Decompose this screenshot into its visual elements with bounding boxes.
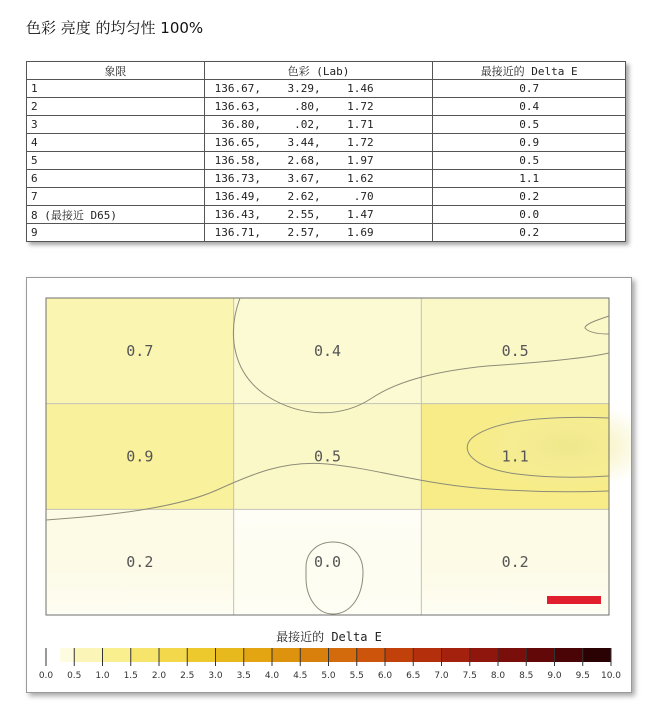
cell-quadrant: 7	[27, 188, 205, 206]
scale-swatch	[470, 648, 499, 662]
uniformity-table	[26, 61, 626, 242]
cell-lab: 36.80, .02, 1.71	[204, 116, 433, 134]
scale-swatch	[216, 648, 245, 662]
cell-quadrant: 8 (最接近 D65)	[27, 206, 205, 224]
header-lab: 色彩 (Lab)	[204, 62, 433, 80]
cell-value-label: 0.2	[501, 553, 529, 572]
scale-swatch	[526, 648, 555, 662]
scale-swatch	[329, 648, 358, 662]
cell-quadrant: 5	[27, 152, 205, 170]
cell-lab: 136.63, .80, 1.72	[204, 98, 433, 116]
cell-value-label: 0.0	[313, 553, 342, 572]
scale-swatch	[272, 648, 301, 662]
scale-swatch	[442, 648, 471, 662]
table-header-row	[27, 62, 626, 80]
scale-swatch	[159, 648, 188, 662]
cell-lab: 136.73, 3.67, 1.62	[204, 170, 433, 188]
scale-swatch	[357, 648, 386, 662]
scale-tick-label: 5.5	[349, 671, 364, 681]
table-row	[27, 152, 626, 170]
scale-tick-label: 3.5	[236, 671, 251, 681]
cell-quadrant: 9	[27, 224, 205, 242]
scale-tick-label: 8.0	[490, 671, 506, 681]
scale-swatch	[103, 648, 132, 662]
scale-tick-label: 0.5	[67, 671, 82, 681]
cell-lab: 136.49, 2.62, .70	[204, 188, 433, 206]
page-title: 色彩 亮度 的均匀性 100%	[26, 19, 204, 37]
scale-tick-label: 7.0	[434, 671, 449, 681]
cell-value-label: 0.5	[313, 447, 342, 466]
scale-swatch	[583, 648, 612, 662]
scale-swatch	[46, 648, 60, 662]
cell-lab: 136.67, 3.29, 1.46	[204, 80, 433, 98]
table-row	[27, 224, 626, 242]
table-row	[27, 206, 626, 224]
scale-tick-label: 8.5	[519, 671, 534, 681]
scale-swatch	[385, 648, 414, 662]
scale-tick-label: 4.5	[293, 671, 308, 681]
scale-tick-label: 6.5	[406, 671, 421, 681]
scale-tick-label: 9.0	[547, 671, 562, 681]
cell-value-label: 0.5	[501, 341, 529, 360]
scale-tick-label: 5.0	[321, 671, 336, 681]
cell-delta-e: 0.0	[433, 206, 626, 224]
scale-tick-label: 1.5	[123, 671, 138, 681]
cell-lab: 136.65, 3.44, 1.72	[204, 134, 433, 152]
cell-delta-e: 0.9	[433, 134, 626, 152]
uniformity-heatmap-panel	[26, 277, 632, 693]
cell-value-label: 0.4	[313, 341, 342, 360]
table-row	[27, 170, 626, 188]
scale-tick-label: 0.0	[38, 671, 54, 681]
uniformity-heatmap-chart	[27, 278, 631, 692]
scale-tick-label: 3.0	[208, 671, 223, 681]
cell-delta-e: 1.1	[433, 170, 626, 188]
scale-swatch	[187, 648, 216, 662]
cell-value-label: 0.2	[126, 553, 154, 572]
cell-lab: 136.43, 2.55, 1.47	[204, 206, 433, 224]
legend-title: 最接近的 Delta E	[276, 630, 382, 644]
header-quadrant: 象限	[27, 62, 205, 80]
scale-tick-label: 6.0	[377, 671, 393, 681]
uniformity-table-container	[26, 61, 626, 242]
scale-swatch	[244, 648, 273, 662]
scale-swatch	[300, 648, 329, 662]
scale-tick-label: 1.0	[95, 671, 110, 681]
cell-delta-e: 0.2	[433, 224, 626, 242]
scale-tick-label: 2.0	[151, 671, 167, 681]
cell-quadrant: 2	[27, 98, 205, 116]
scale-tick-label: 7.5	[462, 671, 477, 681]
header-delta-e: 最接近的 Delta E	[433, 62, 626, 80]
table-row	[27, 134, 626, 152]
cell-quadrant: 6	[27, 170, 205, 188]
table-row	[27, 80, 626, 98]
scale-swatch	[555, 648, 584, 662]
cell-lab: 136.58, 2.68, 1.97	[204, 152, 433, 170]
cell-quadrant: 4	[27, 134, 205, 152]
cell-delta-e: 0.4	[433, 98, 626, 116]
cell-lab: 136.71, 2.57, 1.69	[204, 224, 433, 242]
cell-delta-e: 0.5	[433, 152, 626, 170]
table-row	[27, 116, 626, 134]
scale-swatch	[498, 648, 527, 662]
cell-value-label: 1.1	[501, 447, 529, 466]
cell-value-label: 0.7	[126, 341, 154, 360]
cell-quadrant: 3	[27, 116, 205, 134]
scale-tick-label: 10.0	[600, 671, 622, 681]
cell-value-label: 0.9	[126, 447, 154, 466]
scale-tick-label: 4.0	[264, 671, 280, 681]
scale-tick-label: 9.5	[575, 671, 590, 681]
cell-delta-e: 0.7	[433, 80, 626, 98]
scale-tick-label: 2.5	[180, 671, 195, 681]
scale-swatch	[413, 648, 442, 662]
cell-delta-e: 0.2	[433, 188, 626, 206]
table-row	[27, 188, 626, 206]
table-row	[27, 98, 626, 116]
scale-swatch	[131, 648, 160, 662]
scale-swatch	[74, 648, 103, 662]
red-indicator-bar	[547, 596, 601, 604]
cell-quadrant: 1	[27, 80, 205, 98]
cell-delta-e: 0.5	[433, 116, 626, 134]
